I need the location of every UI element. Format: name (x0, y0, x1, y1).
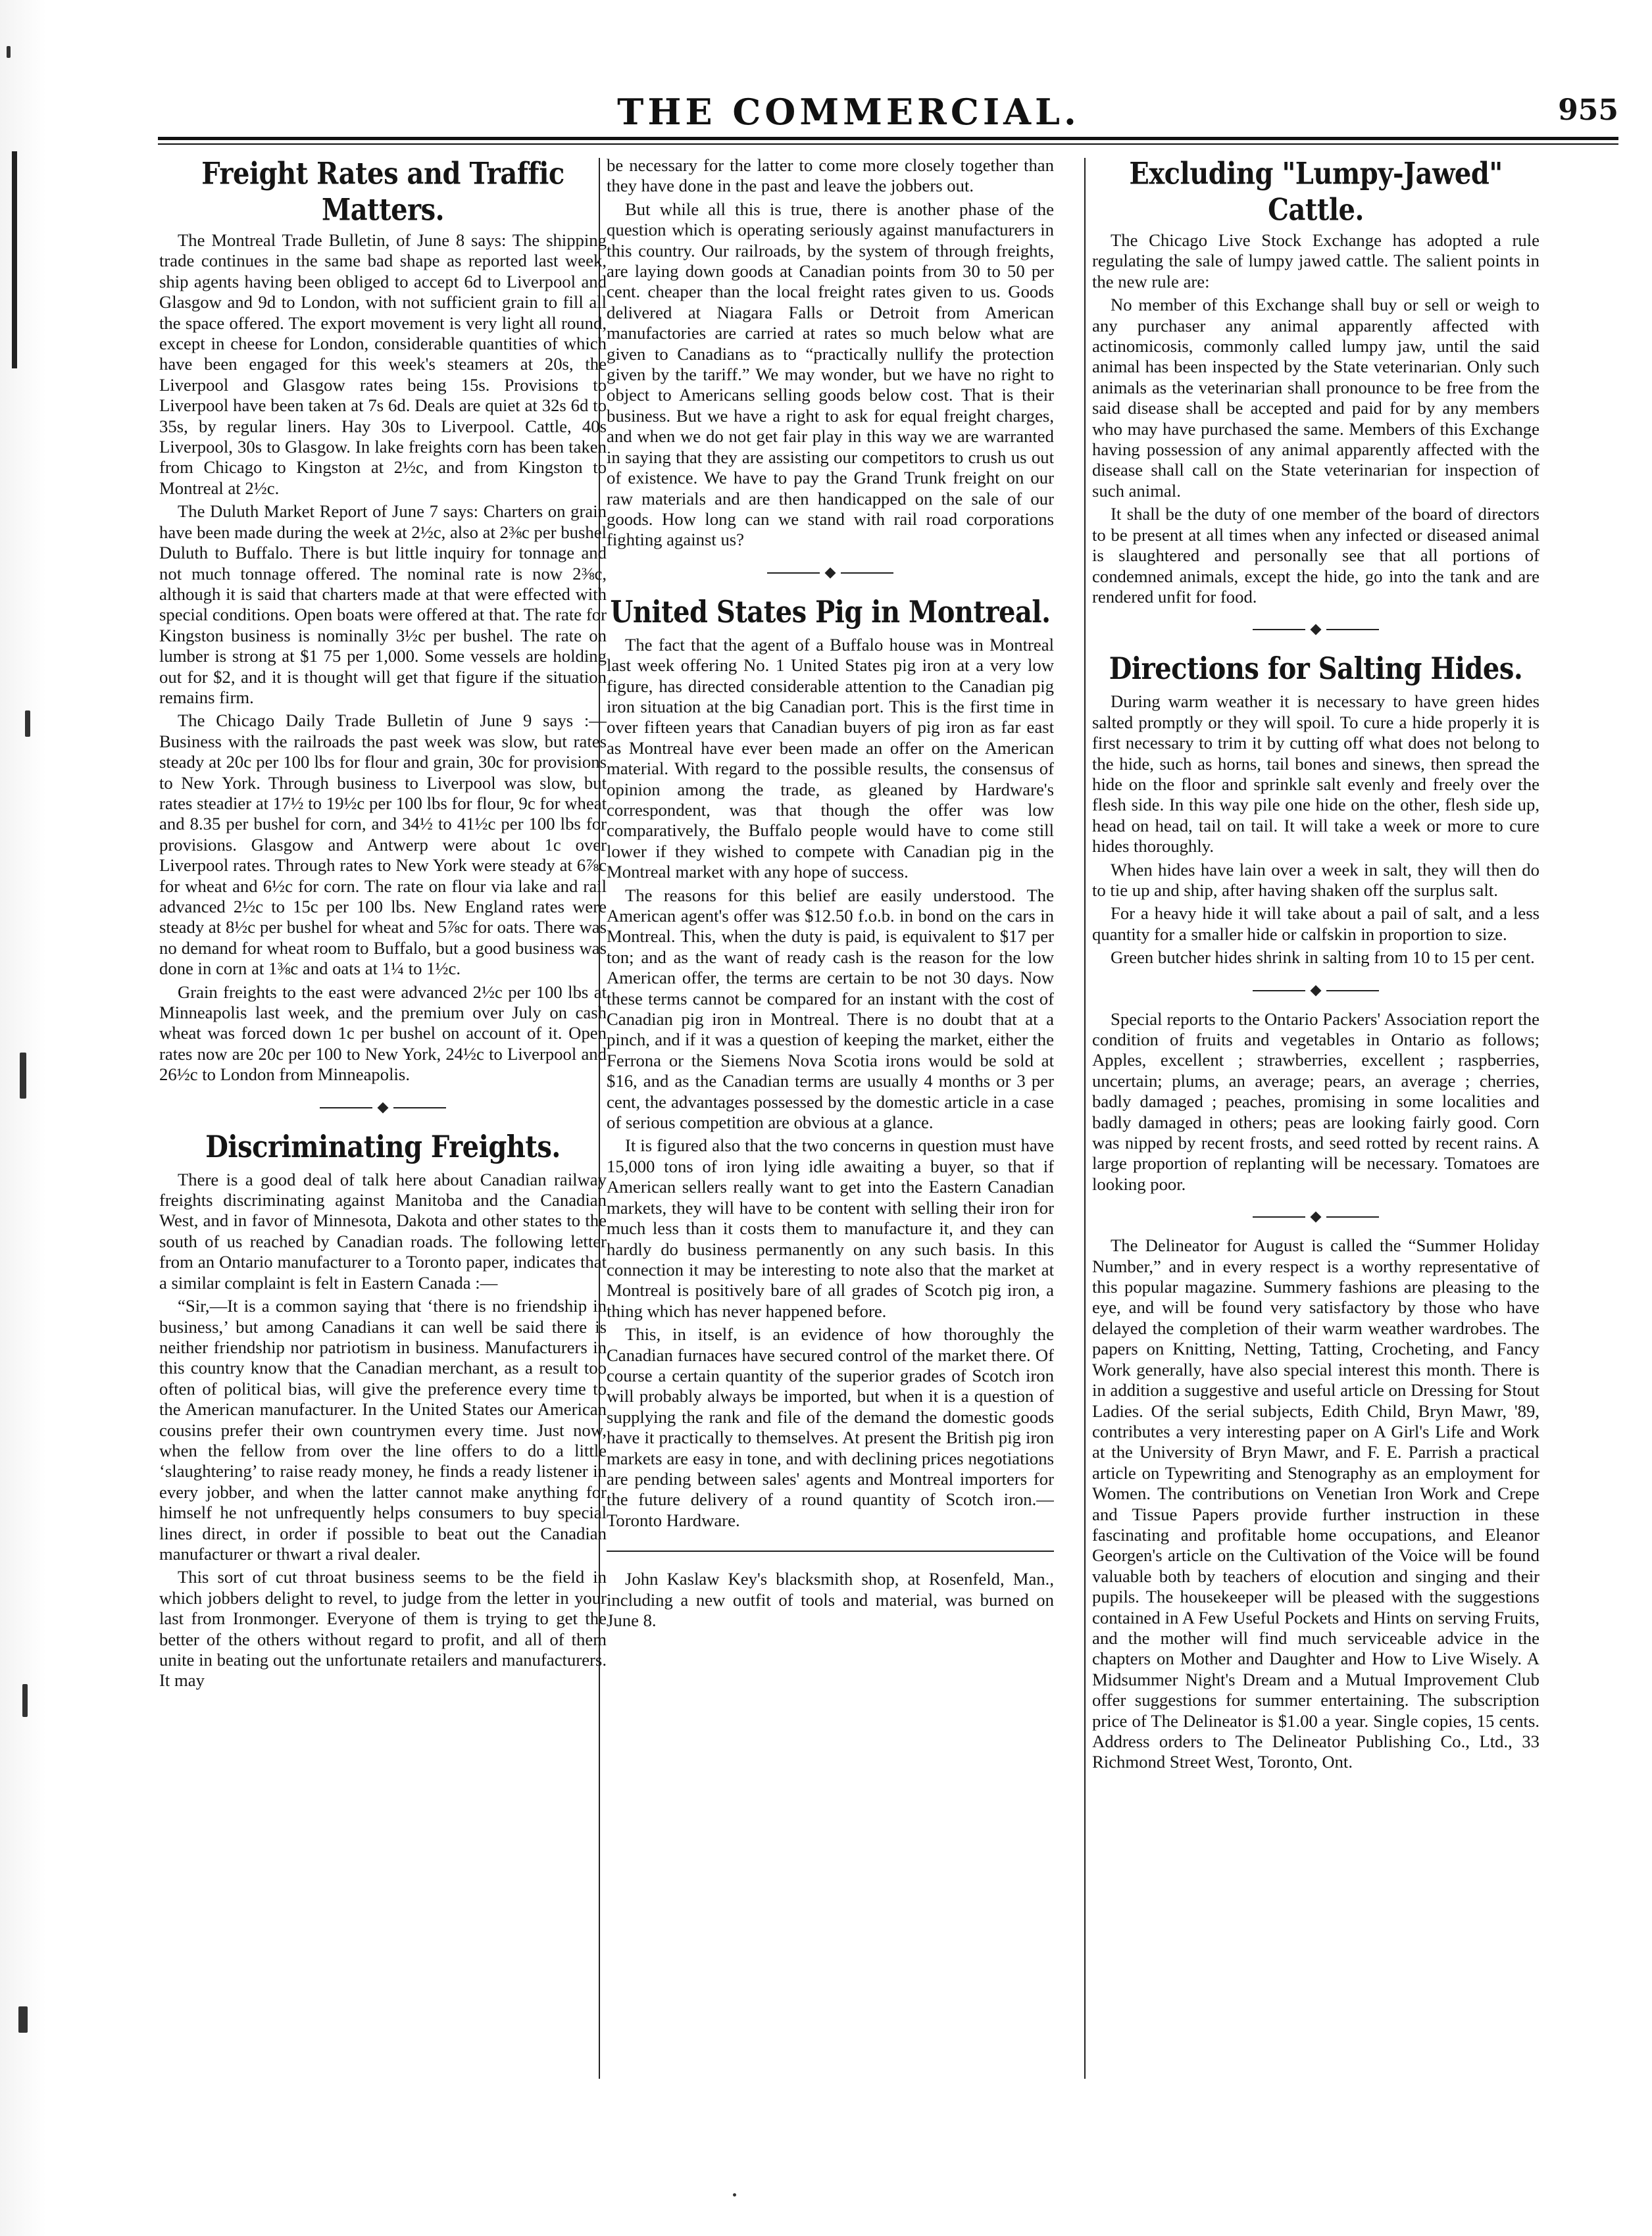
binding-speck (25, 710, 30, 737)
article (1092, 1235, 1539, 1776)
article-paragraph: Green butcher hides shrink in salting from 10 to 15 per cent. (1111, 947, 1535, 968)
binding-speck (18, 2006, 28, 2033)
article-paragraph: For a heavy hide it will take about a pail of salt, and a less quantity for a smaller hide or calfskin in proportion to size. (1092, 903, 1539, 944)
article-paragraph: It shall be the duty of one member of the board of directors to be present at all times when any infected or diseased animal is slaughtered and personally see that all portions of condemned animals, except the hide, go into the tank and are rendered unfit for food. (1092, 504, 1539, 607)
article-paragraph: During warm weather it is necessary to have green hides salted promptly or they will spoil. To cure a hide properly it is first necessary to trim it by cutting off what does not belong to the hide, such as horns, tail bones and sinews, then spread the hide on the floor and sprinkle salt evenly and freely over the flesh side. In this way pile one hide on the other, flesh side up, head on head, tail on tail. It will take a week or more to cure hides thoroughly. (1092, 691, 1539, 857)
ornament-diamond-icon (1311, 985, 1322, 996)
article-paragraph: Grain freights to the east were advanced 2½c per 100 lbs at Minneapolis last week, and the premium over July on cash wheat was forced down 1c per bushel on account of it. Open rates now are 20c per 100 to New York, 24½c to Liverpool and 26½c to London from Minneapolis. (159, 981, 607, 1085)
article-paragraph: Special reports to the Ontario Packers' Association report the condition of fruits and vegetables in Ontario as follows; Apples, excellent ; strawberries, excellent ; raspberries, uncertain; plums, an average; pears, an average ; cherries, badly damaged ; peaches, promising in some localities and badly damaged in others; peas are looking fairly good. Corn was nipped by recent frosts, and seed rotted by recent rains. A large proportion of replanting will be necessary. Tomatoes are looking poor. (1092, 1008, 1539, 1194)
article-paragraph: But while all this is true, there is another phase of the question which is operating seriously against manufacturers in this country. Our railroads, by the system of through freights, are laying down goods at Canadian points from 30 to 50 per cent. cheaper than the local freight rates given to us. Goods delivered at Niagara Falls or Detroit from American manufactories are carried at rates so much below what are given to Canadians as to “practically nullify the protection given by the tariff.” We may wonder, but we have no right to object to Americans selling goods below cost. That is their business. But we have a right to ask for equal freight charges, and when we do not get fair play in this way we are warranted in saying that they are assisting our competitors to crush us out of existence. We have to pay the Grand Trunk freight on our raw materials and are then handicapped on the sale of our goods. How long can we stand with rail road corporations fighting against us? (607, 199, 1054, 550)
article (1092, 1009, 1539, 1198)
column-2 (607, 155, 1054, 2079)
article-paragraph: No member of this Exchange shall buy or sell or weigh to any purchaser any animal apparently affected with actinomicosis, commonly called lumpy jaw, until the said animal has been inspected by the State veterinarian. Only such animals as the veterinarian shall pronounce to be free from the said disease shall be accepted and paid for by any members who may have purchased the same. Members of this Exchange having possession of any animal apparently affected with the disease shall call on the State veterinarian for inspection of such animal. (1092, 295, 1539, 501)
article-paragraph: The Duluth Market Report of June 7 says: Charters on grain have been made during the week at 2½c, also at 2⅜c per bushel Duluth to Buffalo. There is but little inquiry for tonnage and not much tonnage offered. The nominal rate is now 2⅜c, although it is said that charters made at that were effected with special conditions. Open boats were offered at that. The rate for Kingston business is nominally 3½c per bushel. The rate on lumber is strong at $1 75 per 1,000. Some vessels are holding out for $2, and it is thought will get that figure if the situation remains firm. (159, 501, 607, 707)
article (607, 1569, 1054, 1633)
ornament-diamond-icon (378, 1102, 389, 1113)
binding-speck (7, 46, 11, 58)
article-paragraph: When hides have lain over a week in salt, they will then do to tie up and ship, after having shaken off the surplus salt. (1092, 859, 1539, 900)
article-paragraph: This sort of cut throat business seems to be the field in which jobbers delight to revel, to judge from the letter in your last from Ironmonger. Everyone of them is trying to get the better of the others without regard to profit, and all of them unite in beating out the unfortunate retailers and manufacturers. It may (159, 1567, 607, 1691)
header-rule-thin (158, 143, 1618, 145)
news-item-rule (607, 1551, 1054, 1552)
print-speck (733, 2193, 736, 2197)
column-1 (159, 155, 607, 2079)
article-paragraph: There is a good deal of talk here about Canadian railway freights discriminating against Manitoba and the Canadian West, and in favor of Minnesota, Dakota and other states to the south of us reached by Canadian roads. The following letter from an Ontario manufacturer to a Toronto paper, indicates that a similar complaint is felt in Eastern Canada :— (159, 1169, 607, 1293)
article-paragraph: The Chicago Live Stock Exchange has adopted a rule regulating the sale of lumpy jawed cattle. The salient points in the new rule are: (1092, 230, 1539, 291)
article (1092, 155, 1539, 610)
article-paragraph: John Kaslaw Key's blacksmith shop, at Rosenfeld, Man., including a new outfit of tools and material, was burned on June 8. (607, 1569, 1054, 1630)
section-divider-ornament (159, 1095, 607, 1121)
article-headline: Excluding "Lumpy-Jawed" Cattle. (1129, 155, 1503, 228)
section-divider-ornament (1092, 616, 1539, 643)
article (1092, 648, 1539, 970)
section-divider-ornament (1092, 1204, 1539, 1230)
ornament-diamond-icon (1311, 1212, 1322, 1223)
article-paragraph: be necessary for the latter to come more closely together than they have done in the past and leave the jobbers out. (607, 155, 1054, 196)
masthead-title: THE COMMERCIAL. (617, 91, 1080, 133)
article-headline: United States Pig in Montreal. (610, 594, 1051, 630)
column-3 (1092, 155, 1539, 2079)
article-paragraph: The Delineator for August is called the “Summer Holiday Number,” and in every respect is a worthy representative of this popular magazine. Summery fashions are pleasing to the eye, and will be found very satisfactory by those who have delayed the completion of their warm weather wardrobes. The papers on Knitting, Netting, Tatting, Crocheting, and Fancy Work generally, have also special interest this month. There is in addition a suggestive and useful article on Dressing for Stout Ladies. Of the serial subjects, Edith Child, Bryn Mawr, '89, contributes a very interesting paper on A Girl's Life and Work at the University of Bryn Mawr, and F. E. Parrish a practical article on Typewriting and Stenography as an employment for Women. The contributions on Venetian Iron Work and Crepe and Tissue Papers provide further instruction in these fascinating and profitable home occupations, and Eleanor Georgen's article on the Cultivation of the Voice will be found valuable both by teachers of elocution and singing and their pupils. The housekeeper will be pleased with the suggestions contained in A Few Useful Pockets and Hints on serving Fruits, and the mother will find much serviceable advice in the chapters on Mother and Daughter and How to Live Wisely. A Midsummer Night's Dream and a Mutual Improvement Club offer suggestions for summer entertaining. The subscription price of The Delineator is $1.00 a year. Single copies, 15 cents. Address orders to The Delineator Publishing Co., Ltd., 33 Richmond Street West, Toronto, Ont. (1092, 1235, 1539, 1772)
article-paragraph: The fact that the agent of a Buffalo house was in Montreal last week offering No. 1 United States pig iron at a very low figure, has directed considerable attention to the Canadian pig iron situation at the big Canadian port. This is the first time in over fifteen years that Canadian buyers of pig iron as far east as Montreal have ever been made an offer on the American material. With regard to the possible results, the consensus of opinion among the trade, as gleaned by Hardware's correspondent, was that though the offer was low comparatively, the Buffalo people would have to come still lower if they wished to compete with Canadian pig in the Montreal market with any hope of success. (607, 634, 1054, 882)
article (159, 1126, 607, 1694)
article-paragraph: It is figured also that the two concerns in question must have 15,000 tons of iron lying idle awaiting a buyer, so that if American sellers really want to get into the Eastern Canadian markets, they will have to be content with selling their iron for much less than it costs them to manufacture it, and they can hardly do business permanently on any such basis. In this connection it may be interesting to note also that the market at Montreal is positively bare of all grades of Scotch pig iron, a thing which has never happened before. (607, 1135, 1054, 1321)
ornament-diamond-icon (825, 567, 836, 578)
binding-speck (20, 1053, 26, 1099)
section-divider-ornament (1092, 978, 1539, 1004)
article-headline: Directions for Salting Hides. (1109, 651, 1523, 687)
article-paragraph: The Chicago Daily Trade Bulletin of June 9 says :—Business with the railroads the past week was slow, but rates steady at 20c per 100 lbs for flour and grain, 30c for provisions to New York. Through business to Liverpool was slow, but rates steadier at 17½ to 19½c per 100 lbs for flour, 9c for wheat and 8.35 per bushel for corn, and 34½ to 41½c per 100 lbs for provisions. Glasgow and Antwerp were about 1c over Liverpool rates. Through rates to New York were steady at 6⅞c for wheat and 6½c for corn. The rate on flour via lake and rail advanced 2½c to 15c per 100 lbs. New England rates were steady at 8½c per bushel for wheat and 5⅞c for oats. There was no demand for wheat room to Buffalo, but a good business was done in corn at 1⅜c and oats at 1¼ to 1½c. (159, 710, 607, 979)
article-headline: Freight Rates and Traffic Matters. (201, 155, 564, 228)
header-rule (158, 137, 1618, 140)
article (159, 155, 607, 1088)
binding-shadow (12, 151, 17, 368)
article-paragraph: The reasons for this belief are easily understood. The American agent's offer was $12.50 f.o.b. in bond on the cars in Montreal. This, when the duty is paid, is equivalent to $17 per ton; and as the want of ready cash is the reason for the low American offer, the terms are certain to be not 30 days. Now these terms cannot be compared for an instant with the cost of Canadian pig iron in Montreal. There is no doubt that at a pinch, and if it was a question of keeping the market, either the Ferrona or the Siemens Nova Scotia irons would be sold at $16, and as the Canadian terms are usually 4 months or 3 per cent, the advantages possessed by the domestic article in a case of serious competition are obvious at a glance. (607, 885, 1054, 1133)
binding-edge (0, 0, 46, 2236)
ornament-diamond-icon (1311, 624, 1322, 635)
article-headline: Discriminating Freights. (205, 1129, 561, 1165)
article (607, 591, 1054, 1533)
page-number: 955 (1558, 93, 1618, 127)
article-paragraph: “Sir,—It is a common saying that ‘there is no friendship in business,’ but among Canadians it can well be said there is neither friendship nor patriotism in business. Manufacturers in this country know that the Canadian merchant, as a result too often of political bias, will give the preference every time to the American manufacturer. In the United States our American cousins prefer their own countrymen every time. Just now, when the fellow from over the line offers to do a little ‘slaughtering’ to raise ready money, he finds a ready listener in every jobber, and when the latter cannot make anything for himself he not unfrequently helps consumers to buy special lines direct, in order if possible to beat out the Canadian manufacturer or thwart a rival dealer. (159, 1296, 607, 1564)
section-divider-ornament (607, 560, 1054, 586)
binding-speck (22, 1684, 28, 1717)
column-separator (1084, 158, 1086, 2079)
article (607, 155, 1054, 553)
article-paragraph: The Montreal Trade Bulletin, of June 8 says: The shipping trade continues in the same bad shape as reported last week, ship agents having been obliged to accept 6d to Liverpool and Glasgow and 9d to London, with not sufficient grain to fill all the space offered. The export movement is very light all round, except in cheese for London, considerable quantities of which have been engaged for this week's steamers at 20s, the Liverpool and Glasgow rates being 15s. Provisions to Liverpool have been taken at 7s 6d. Deals are quiet at 32s 6d to 35s, by regular liners. Hay 30s to Liverpool. Cattle, 40s Liverpool, 30s to Glasgow. In lake freights corn has been taken from Chicago to Kingston at 2½c, and from Kingston to Montreal at 2½c. (159, 230, 607, 498)
article-paragraph: This, in itself, is an evidence of how thoroughly the Canadian furnaces have secured control of the market there. Of course a certain quantity of the superior grades of Scotch iron will probably always be imported, but when it is a question of supplying the rank and file of the demand the domestic goods have it practically to themselves. At present the British pig iron markets are easy in tone, and with declining prices negotiations are pending between sales' agents and Montreal importers for the future delivery of a round quantity of Scotch iron.—Toronto Hardware. (607, 1324, 1054, 1530)
